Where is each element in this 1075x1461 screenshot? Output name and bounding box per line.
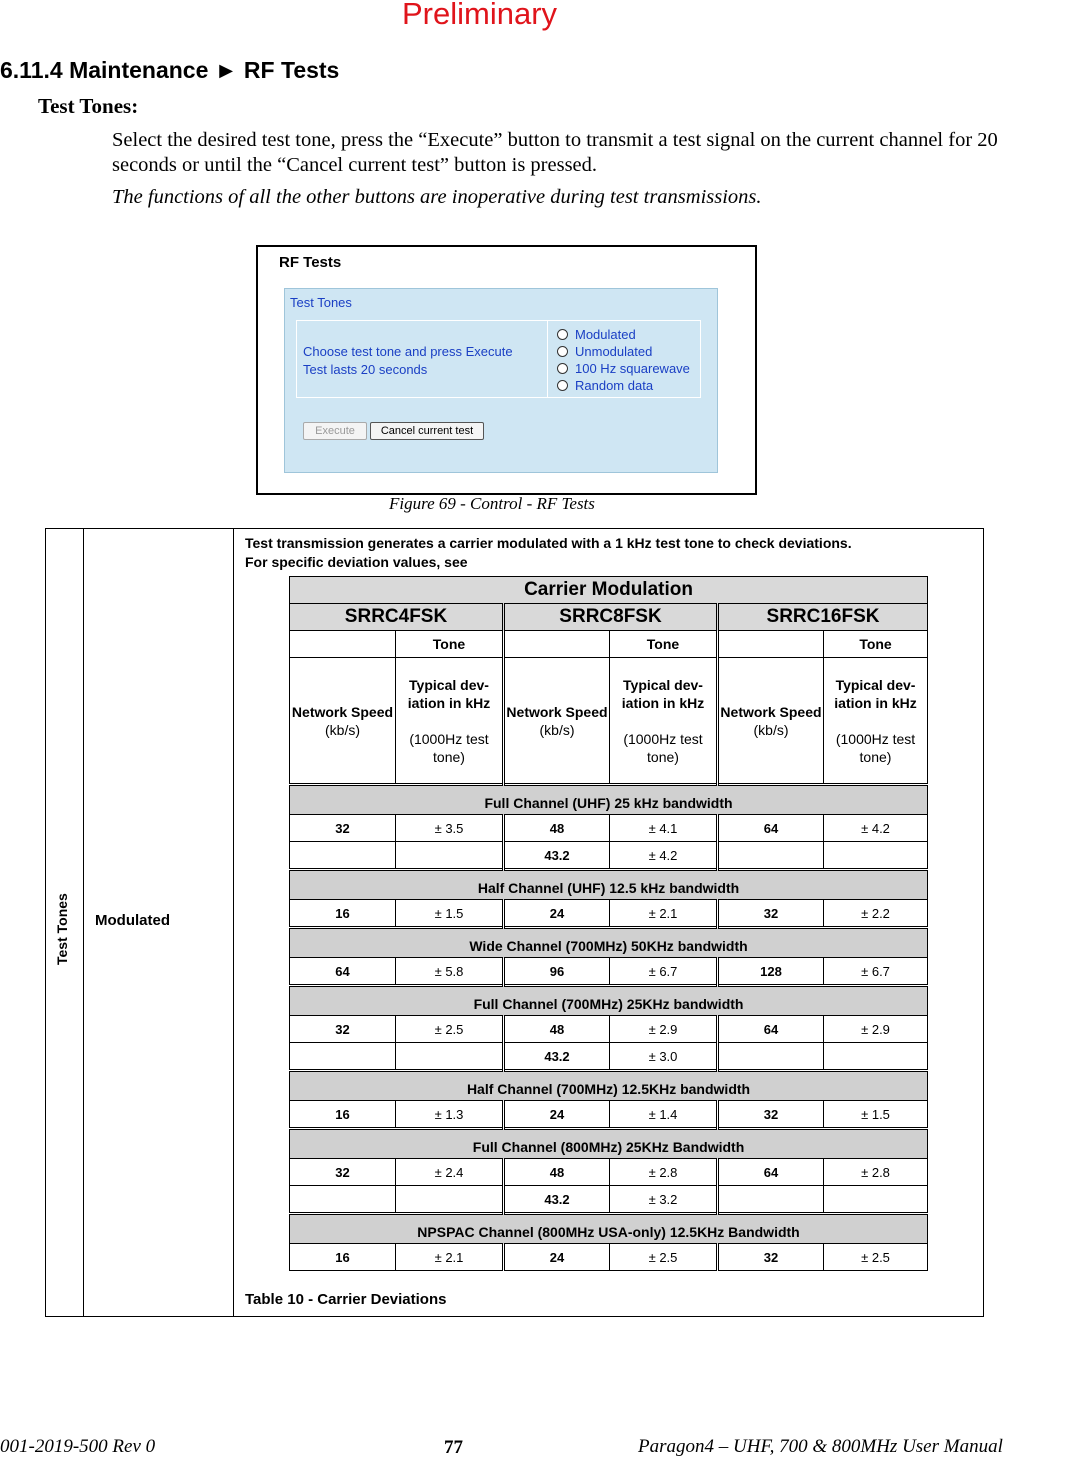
- scheme-header: SRRC8FSK: [504, 604, 718, 631]
- network-speed-cell: [718, 842, 824, 870]
- deviation-cell: ± 1.5: [824, 1101, 928, 1129]
- network-speed-cell: 24: [504, 900, 610, 928]
- band-header: Full Channel (800MHz) 25KHz Bandwidth: [290, 1129, 928, 1159]
- network-speed-unit: (kb/s): [753, 721, 789, 738]
- deviation-cell: [396, 842, 504, 870]
- network-speed-cell: 64: [718, 1159, 824, 1186]
- table-row: [290, 900, 928, 928]
- network-speed-cell: 16: [290, 1101, 396, 1129]
- network-speed-cell: [718, 1186, 824, 1214]
- radio-modulated[interactable]: [557, 327, 636, 342]
- deviation-cell: ± 4.2: [610, 842, 718, 870]
- deviation-cell: ± 1.3: [396, 1101, 504, 1129]
- deviation-cell: [396, 1043, 504, 1071]
- network-speed-cell: 43.2: [504, 1186, 610, 1214]
- deviation-cell: ± 2.9: [824, 1016, 928, 1043]
- column-divider: [83, 528, 84, 1317]
- execute-button[interactable]: Execute: [303, 422, 367, 440]
- scheme-header: SRRC4FSK: [290, 604, 504, 631]
- band-header: Full Channel (UHF) 25 kHz bandwidth: [290, 785, 928, 815]
- radio-random-data[interactable]: [557, 378, 653, 393]
- typical-deviation-header: [396, 658, 504, 785]
- deviation-cell: ± 3.0: [610, 1043, 718, 1071]
- network-speed-cell: [290, 842, 396, 870]
- deviation-cell: ± 2.4: [396, 1159, 504, 1186]
- network-speed-cell: 43.2: [504, 1043, 610, 1071]
- network-speed-header: [504, 658, 610, 785]
- typical-dev-line-2: iation in kHz: [834, 694, 917, 711]
- network-speed-label: Network Speed: [720, 703, 822, 720]
- network-speed-cell: 32: [718, 1101, 824, 1129]
- network-speed-cell: 16: [290, 900, 396, 928]
- test-tones-panel-label: Test Tones: [290, 295, 352, 310]
- radio-circle-icon[interactable]: [557, 329, 568, 340]
- table-row: [290, 1016, 928, 1043]
- tone-header: Tone: [396, 631, 504, 658]
- typical-dev-line-1: Typical dev-: [835, 676, 916, 693]
- radio-circle-icon[interactable]: [557, 363, 568, 374]
- deviation-cell: [824, 1043, 928, 1071]
- blank-cell: [718, 631, 824, 658]
- deviation-cell: ± 1.5: [396, 900, 504, 928]
- network-speed-cell: 64: [290, 958, 396, 986]
- radio-label: Random data: [575, 378, 654, 393]
- footer-doc-number: 001-2019-500 Rev 0: [0, 1436, 156, 1457]
- deviation-cell: ± 6.7: [610, 958, 718, 986]
- network-speed-label: Network Speed: [506, 703, 608, 720]
- network-speed-cell: 48: [504, 815, 610, 842]
- network-speed-cell: 24: [504, 1101, 610, 1129]
- scheme-header: SRRC16FSK: [718, 604, 928, 631]
- instruction-line-1: Choose test tone and press Execute: [303, 344, 513, 359]
- table-caption: Table 10 - Carrier Deviations: [245, 1291, 447, 1308]
- deviation-cell: ± 2.5: [824, 1244, 928, 1271]
- deviation-cell: [824, 842, 928, 870]
- carrier-modulation-title: Carrier Modulation: [290, 577, 928, 604]
- network-speed-cell: 32: [290, 815, 396, 842]
- typical-dev-line-2: iation in kHz: [407, 694, 491, 711]
- network-speed-cell: 128: [718, 958, 824, 986]
- radio-label: Unmodulated: [575, 344, 653, 359]
- section-heading: 6.11.4 Maintenance ► RF Tests: [0, 57, 340, 83]
- deviation-cell: [824, 1186, 928, 1214]
- rf-tests-title: RF Tests: [279, 254, 342, 271]
- subheading: Test Tones:: [38, 94, 139, 118]
- instruction-text: [303, 343, 513, 379]
- modulated-label: Modulated: [95, 912, 170, 929]
- table-intro: [245, 534, 852, 572]
- band-header: Wide Channel (700MHz) 50KHz bandwidth: [290, 928, 928, 958]
- test-tone-line-1: (1000Hz test: [835, 730, 916, 747]
- tone-header: Tone: [610, 631, 718, 658]
- deviation-cell: ± 2.5: [610, 1244, 718, 1271]
- tone-header: Tone: [824, 631, 928, 658]
- deviation-cell: ± 2.5: [396, 1016, 504, 1043]
- paragraph-note: The functions of all the other buttons are inoperative during test transmissions.: [112, 186, 762, 208]
- band-header: Half Channel (UHF) 12.5 kHz bandwidth: [290, 870, 928, 900]
- table-row: [290, 815, 928, 842]
- network-speed-cell: 16: [290, 1244, 396, 1271]
- carrier-modulation-table: [289, 576, 928, 1271]
- network-speed-cell: 64: [718, 1016, 824, 1043]
- test-tone-line-1: (1000Hz test: [623, 730, 703, 747]
- table-row: [290, 958, 928, 986]
- network-speed-cell: 32: [718, 1244, 824, 1271]
- typical-deviation-header: [610, 658, 718, 785]
- typical-dev-line-1: Typical dev-: [409, 676, 489, 693]
- test-tone-line-2: tone): [433, 748, 465, 765]
- network-speed-cell: [290, 1043, 396, 1071]
- deviation-cell: ± 6.7: [824, 958, 928, 986]
- network-speed-cell: 24: [504, 1244, 610, 1271]
- test-tones-label: Test Tones: [54, 893, 70, 965]
- column-divider: [233, 528, 234, 1317]
- network-speed-cell: 32: [290, 1016, 396, 1043]
- network-speed-cell: 48: [504, 1016, 610, 1043]
- table-row: [290, 1244, 928, 1271]
- band-header: NPSPAC Channel (800MHz USA-only) 12.5KHz Bandwidth: [290, 1214, 928, 1244]
- deviation-cell: ± 4.1: [610, 815, 718, 842]
- radio-circle-icon[interactable]: [557, 380, 568, 391]
- table-row: [290, 1159, 928, 1186]
- footer-page-number: 77: [444, 1437, 463, 1458]
- deviation-cell: ± 5.8: [396, 958, 504, 986]
- deviation-cell: ± 4.2: [824, 815, 928, 842]
- deviation-cell: ± 2.8: [824, 1159, 928, 1186]
- network-speed-header: [290, 658, 396, 785]
- network-speed-label: Network Speed: [291, 703, 394, 720]
- network-speed-cell: 48: [504, 1159, 610, 1186]
- deviation-cell: ± 3.5: [396, 815, 504, 842]
- table-row: [290, 1186, 928, 1214]
- test-tone-line-1: (1000Hz test: [409, 730, 489, 747]
- watermark: Preliminary: [402, 0, 558, 31]
- network-speed-cell: 43.2: [504, 842, 610, 870]
- deviation-cell: ± 3.2: [610, 1186, 718, 1214]
- network-speed-cell: [290, 1186, 396, 1214]
- paragraph-instructions: Select the desired test tone, press the “Execute” button to transmit a test signal on the current channel for 20 seconds or until the “Cancel current test” button is pressed.: [112, 129, 998, 176]
- band-header: Full Channel (700MHz) 25KHz bandwidth: [290, 986, 928, 1016]
- radio-circle-icon[interactable]: [557, 346, 568, 357]
- network-speed-unit: (kb/s): [539, 721, 575, 738]
- deviation-cell: ± 2.1: [396, 1244, 504, 1271]
- figure-caption: Figure 69 - Control - RF Tests: [389, 494, 595, 513]
- typical-dev-line-1: Typical dev-: [623, 676, 703, 693]
- deviation-cell: ± 1.4: [610, 1101, 718, 1129]
- table-row: [290, 1043, 928, 1071]
- deviation-cell: ± 2.9: [610, 1016, 718, 1043]
- deviation-cell: [396, 1186, 504, 1214]
- network-speed-header: [718, 658, 824, 785]
- band-header: Half Channel (700MHz) 12.5KHz bandwidth: [290, 1071, 928, 1101]
- typical-deviation-header: [824, 658, 928, 785]
- test-tone-line-2: tone): [647, 748, 679, 765]
- test-tone-line-2: tone): [859, 748, 892, 765]
- instruction-line-2: Test lasts 20 seconds: [303, 362, 428, 377]
- radio-label: 100 Hz squarewave: [575, 361, 690, 376]
- network-speed-cell: 96: [504, 958, 610, 986]
- deviation-cell: ± 2.8: [610, 1159, 718, 1186]
- table-row: [290, 842, 928, 870]
- blank-cell: [504, 631, 610, 658]
- deviation-cell: ± 2.2: [824, 900, 928, 928]
- footer-manual-title: Paragon4 – UHF, 700 & 800MHz User Manual: [638, 1436, 1003, 1457]
- network-speed-unit: (kb/s): [325, 721, 360, 738]
- radio-squarewave[interactable]: [557, 361, 690, 376]
- typical-dev-line-2: iation in kHz: [621, 694, 705, 711]
- deviation-cell: ± 2.1: [610, 900, 718, 928]
- table-row: [290, 1101, 928, 1129]
- network-speed-cell: 64: [718, 815, 824, 842]
- radio-label: Modulated: [575, 327, 636, 342]
- network-speed-cell: 32: [718, 900, 824, 928]
- network-speed-cell: 32: [290, 1159, 396, 1186]
- radio-unmodulated[interactable]: [557, 344, 652, 359]
- blank-cell: [290, 631, 396, 658]
- network-speed-cell: [718, 1043, 824, 1071]
- intro-line-1: Test transmission generates a carrier modulated with a 1 kHz test tone to check deviations.: [245, 535, 852, 551]
- cancel-test-button[interactable]: Cancel current test: [370, 422, 484, 440]
- intro-line-2: For specific deviation values, see: [245, 554, 468, 570]
